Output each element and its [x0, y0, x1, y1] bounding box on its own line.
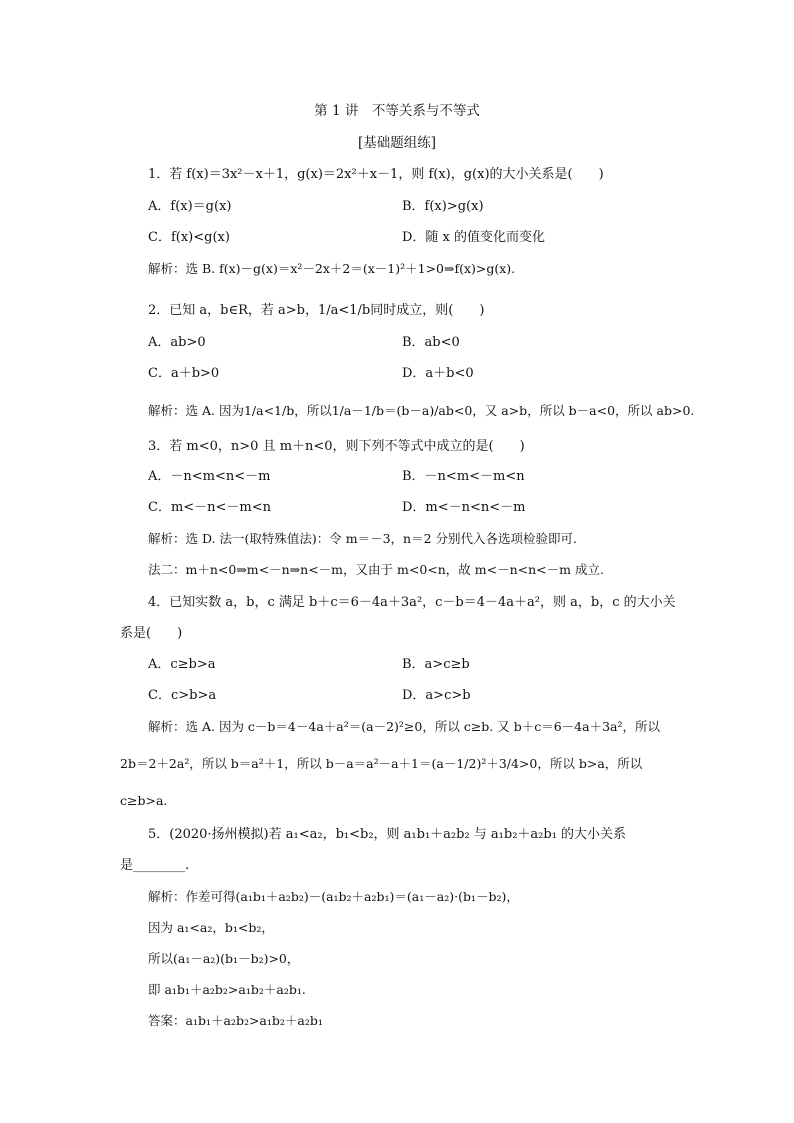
- question-2-option-a: A．ab>0: [148, 335, 206, 350]
- question-3-option-b: B．－n<m<－m<n: [402, 469, 525, 484]
- question-4-analysis-2: 2b＝2＋2a²，所以 b＝a²＋1，所以 b－a＝a²－a＋1＝(a－1/2)²＋3/4>0，所以 b>a，所以: [120, 756, 643, 771]
- question-2-stem: 2．已知 a，b∈R，若 a>b，1/a<1/b同时成立，则( ): [148, 303, 485, 318]
- question-3-analysis-1: 解析：选 D. 法一(取特殊值法)：令 m＝－3，n＝2 分别代入各选项检验即可.: [148, 531, 577, 546]
- question-3-option-a: A．－n<m<n<－m: [148, 469, 271, 484]
- question-1-option-c: C．f(x)<g(x): [148, 230, 230, 245]
- question-3-option-d: D．m<－n<n<－m: [402, 500, 526, 515]
- question-5-answer: 答案：a₁b₁＋a₂b₂>a₁b₂＋a₂b₁: [148, 1013, 323, 1028]
- question-2-option-d: D．a＋b<0: [402, 366, 474, 381]
- question-4-analysis-1: 解析：选 A. 因为 c－b＝4－4a＋a²＝(a－2)²≥0，所以 c≥b. 又 b＋c＝6－4a＋3a²，所以: [148, 719, 660, 734]
- question-4-option-d: D．a>c>b: [402, 688, 471, 703]
- question-1-stem: 1．若 f(x)＝3x²－x＋1，g(x)＝2x²＋x－1，则 f(x)，g(x)的大小关系是( ): [148, 167, 604, 182]
- question-4-analysis-3: c≥b>a.: [120, 793, 168, 808]
- question-2-option-c: C．a＋b>0: [148, 366, 220, 381]
- question-1-analysis: 解析：选 B. f(x)－g(x)＝x²－2x＋2＝(x－1)²＋1>0⇒f(x)>g(x).: [148, 261, 516, 276]
- question-4-stem: 4．已知实数 a，b，c 满足 b＋c＝6－4a＋3a²，c－b＝4－4a＋a²，则 a，b，c 的大小关: [148, 595, 676, 610]
- question-5-analysis-2: 因为 a₁<a₂，b₁<b₂，: [148, 920, 274, 935]
- question-5-stem: 5．(2020·扬州模拟)若 a₁<a₂，b₁<b₂，则 a₁b₁＋a₂b₂ 与 a₁b₂＋a₂b₁ 的大小关系: [148, 827, 627, 842]
- question-3-option-c: C．m<－n<－m<n: [148, 500, 272, 515]
- question-5-stem-cont: 是________.: [120, 858, 190, 873]
- question-4-option-c: C．c>b>a: [148, 688, 217, 703]
- page-title: 第 1 讲 不等关系与不等式: [314, 103, 480, 119]
- question-1-option-d: D．随 x 的值变化而变化: [402, 230, 546, 245]
- question-1-option-b: B．f(x)>g(x): [402, 199, 484, 214]
- question-3-analysis-2: 法二：m＋n<0⇒m<－n⇒n<－m，又由于 m<0<n，故 m<－n<n<－m 成立.: [148, 562, 604, 577]
- question-4-option-a: A．c≥b>a: [148, 657, 216, 672]
- question-5-analysis-3: 所以(a₁－a₂)(b₁－b₂)>0，: [148, 951, 300, 966]
- question-4-stem-cont: 系是( ): [120, 626, 183, 641]
- question-1-option-a: A．f(x)＝g(x): [148, 199, 232, 214]
- question-2-analysis: 解析：选 A. 因为1/a<1/b，所以1/a－1/b＝(b－a)/ab<0，又 a>b，所以 b－a<0，所以 ab>0.: [148, 403, 695, 418]
- question-5-analysis-4: 即 a₁b₁＋a₂b₂>a₁b₂＋a₂b₁.: [148, 982, 306, 997]
- question-5-analysis-1: 解析：作差可得(a₁b₁＋a₂b₂)－(a₁b₂＋a₂b₁)＝(a₁－a₂)·(b₁－b₂)，: [148, 889, 519, 904]
- question-2-option-b: B．ab<0: [402, 335, 460, 350]
- question-4-option-b: B．a>c≥b: [402, 657, 470, 672]
- section-heading: [基础题组练]: [357, 135, 437, 151]
- question-3-stem: 3．若 m<0，n>0 且 m＋n<0，则下列不等式中成立的是( ): [148, 439, 525, 454]
